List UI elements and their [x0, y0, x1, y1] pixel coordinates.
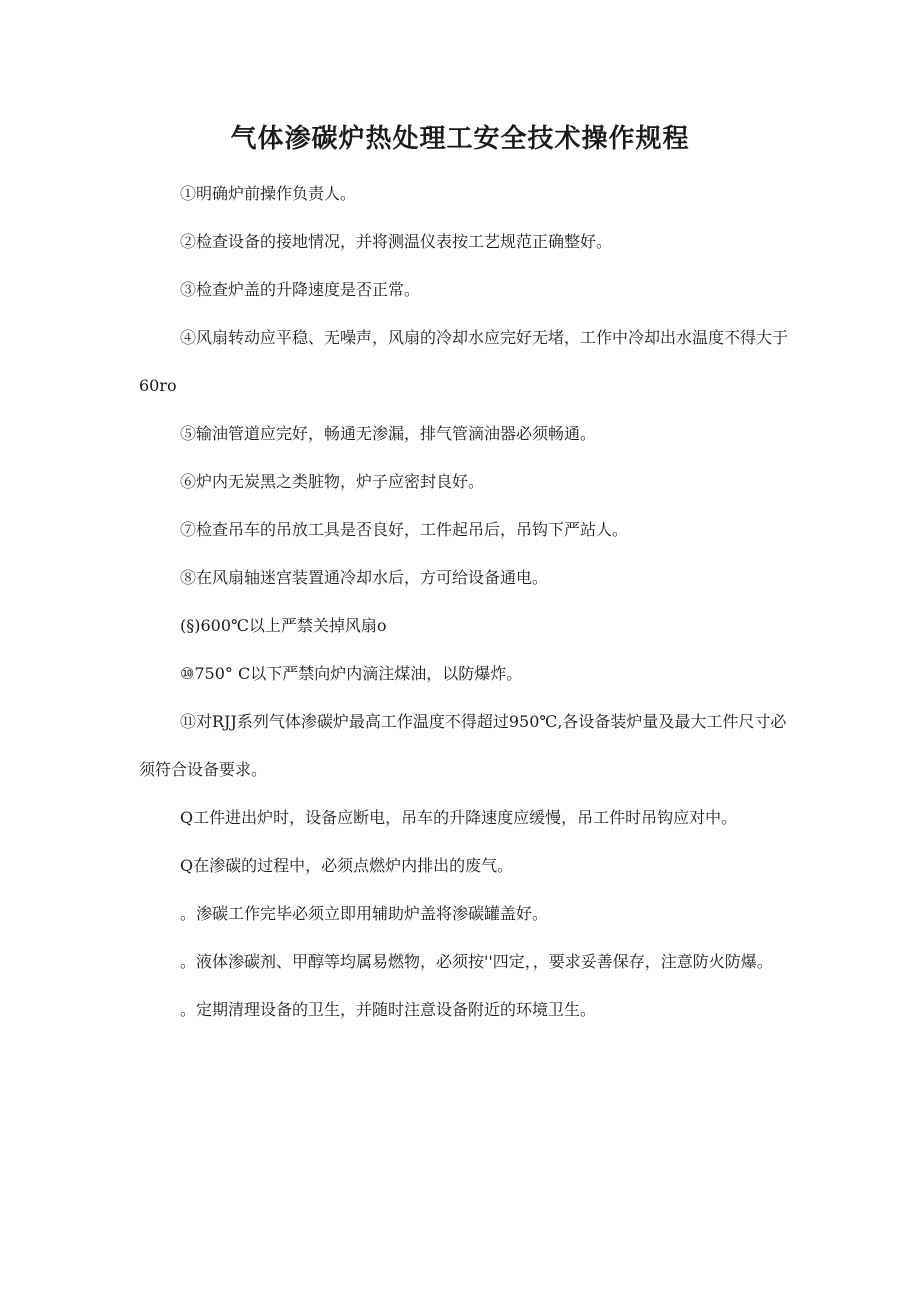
paragraph-6: ⑥炉内无炭黑之类脏物，炉子应密封良好。 — [180, 472, 485, 491]
paragraph-12: Q工件进出炉时，设备应断电，吊车的升降速度应缓慢，吊工件时吊钩应对中。 — [180, 808, 738, 827]
paragraph-8: ⑧在风扇轴迷宫装置通冷却水后，方可给设备通电。 — [180, 568, 549, 587]
paragraph-5: ⑤输油管道应完好，畅通无渗漏，排气管滴油器必须畅通。 — [180, 424, 597, 443]
paragraph-1: ①明确炉前操作负责人。 — [180, 184, 357, 203]
paragraph-13: Q在渗碳的过程中，必须点燃炉内排出的废气。 — [180, 856, 514, 875]
paragraph-4: ④风扇转动应平稳、无噪声，风扇的冷却水应完好无堵，工作中冷却出水温度不得大于60ro — [139, 328, 789, 395]
document-title: 气体渗碳炉热处理工安全技术操作规程 — [230, 124, 690, 154]
paragraph-9: (§)600℃以上严禁关掉风扇o — [180, 616, 387, 635]
paragraph-2: ②检查设备的接地情况，并将测温仪表按工艺规范正确整好。 — [180, 232, 613, 251]
document-body — [139, 170, 789, 1034]
paragraph-7: ⑦检查吊车的吊放工具是否良好，工件起吊后，吊钩下严站人。 — [180, 520, 629, 539]
paragraph-16: 。定期清理设备的卫生，并随时注意设备附近的环境卫生。 — [180, 1000, 597, 1019]
paragraph-3: ③检查炉盖的升降速度是否正常。 — [180, 280, 421, 299]
paragraph-11: ⑪对RJJ系列气体渗碳炉最高工作温度不得超过950℃,各设备装炉量及最大工件尺寸必须符合设备要求。 — [139, 712, 787, 779]
paragraph-15: 。液体渗碳剂、甲醇等均属易燃物，必须按''四定，，要求妥善保存，注意防火防爆。 — [180, 952, 773, 971]
paragraph-10: ⑩750° C以下严禁向炉内滴注煤油，以防爆炸。 — [180, 664, 523, 683]
paragraph-14: 。渗碳工作完毕必须立即用辅助炉盖将渗碳罐盖好。 — [180, 904, 549, 923]
